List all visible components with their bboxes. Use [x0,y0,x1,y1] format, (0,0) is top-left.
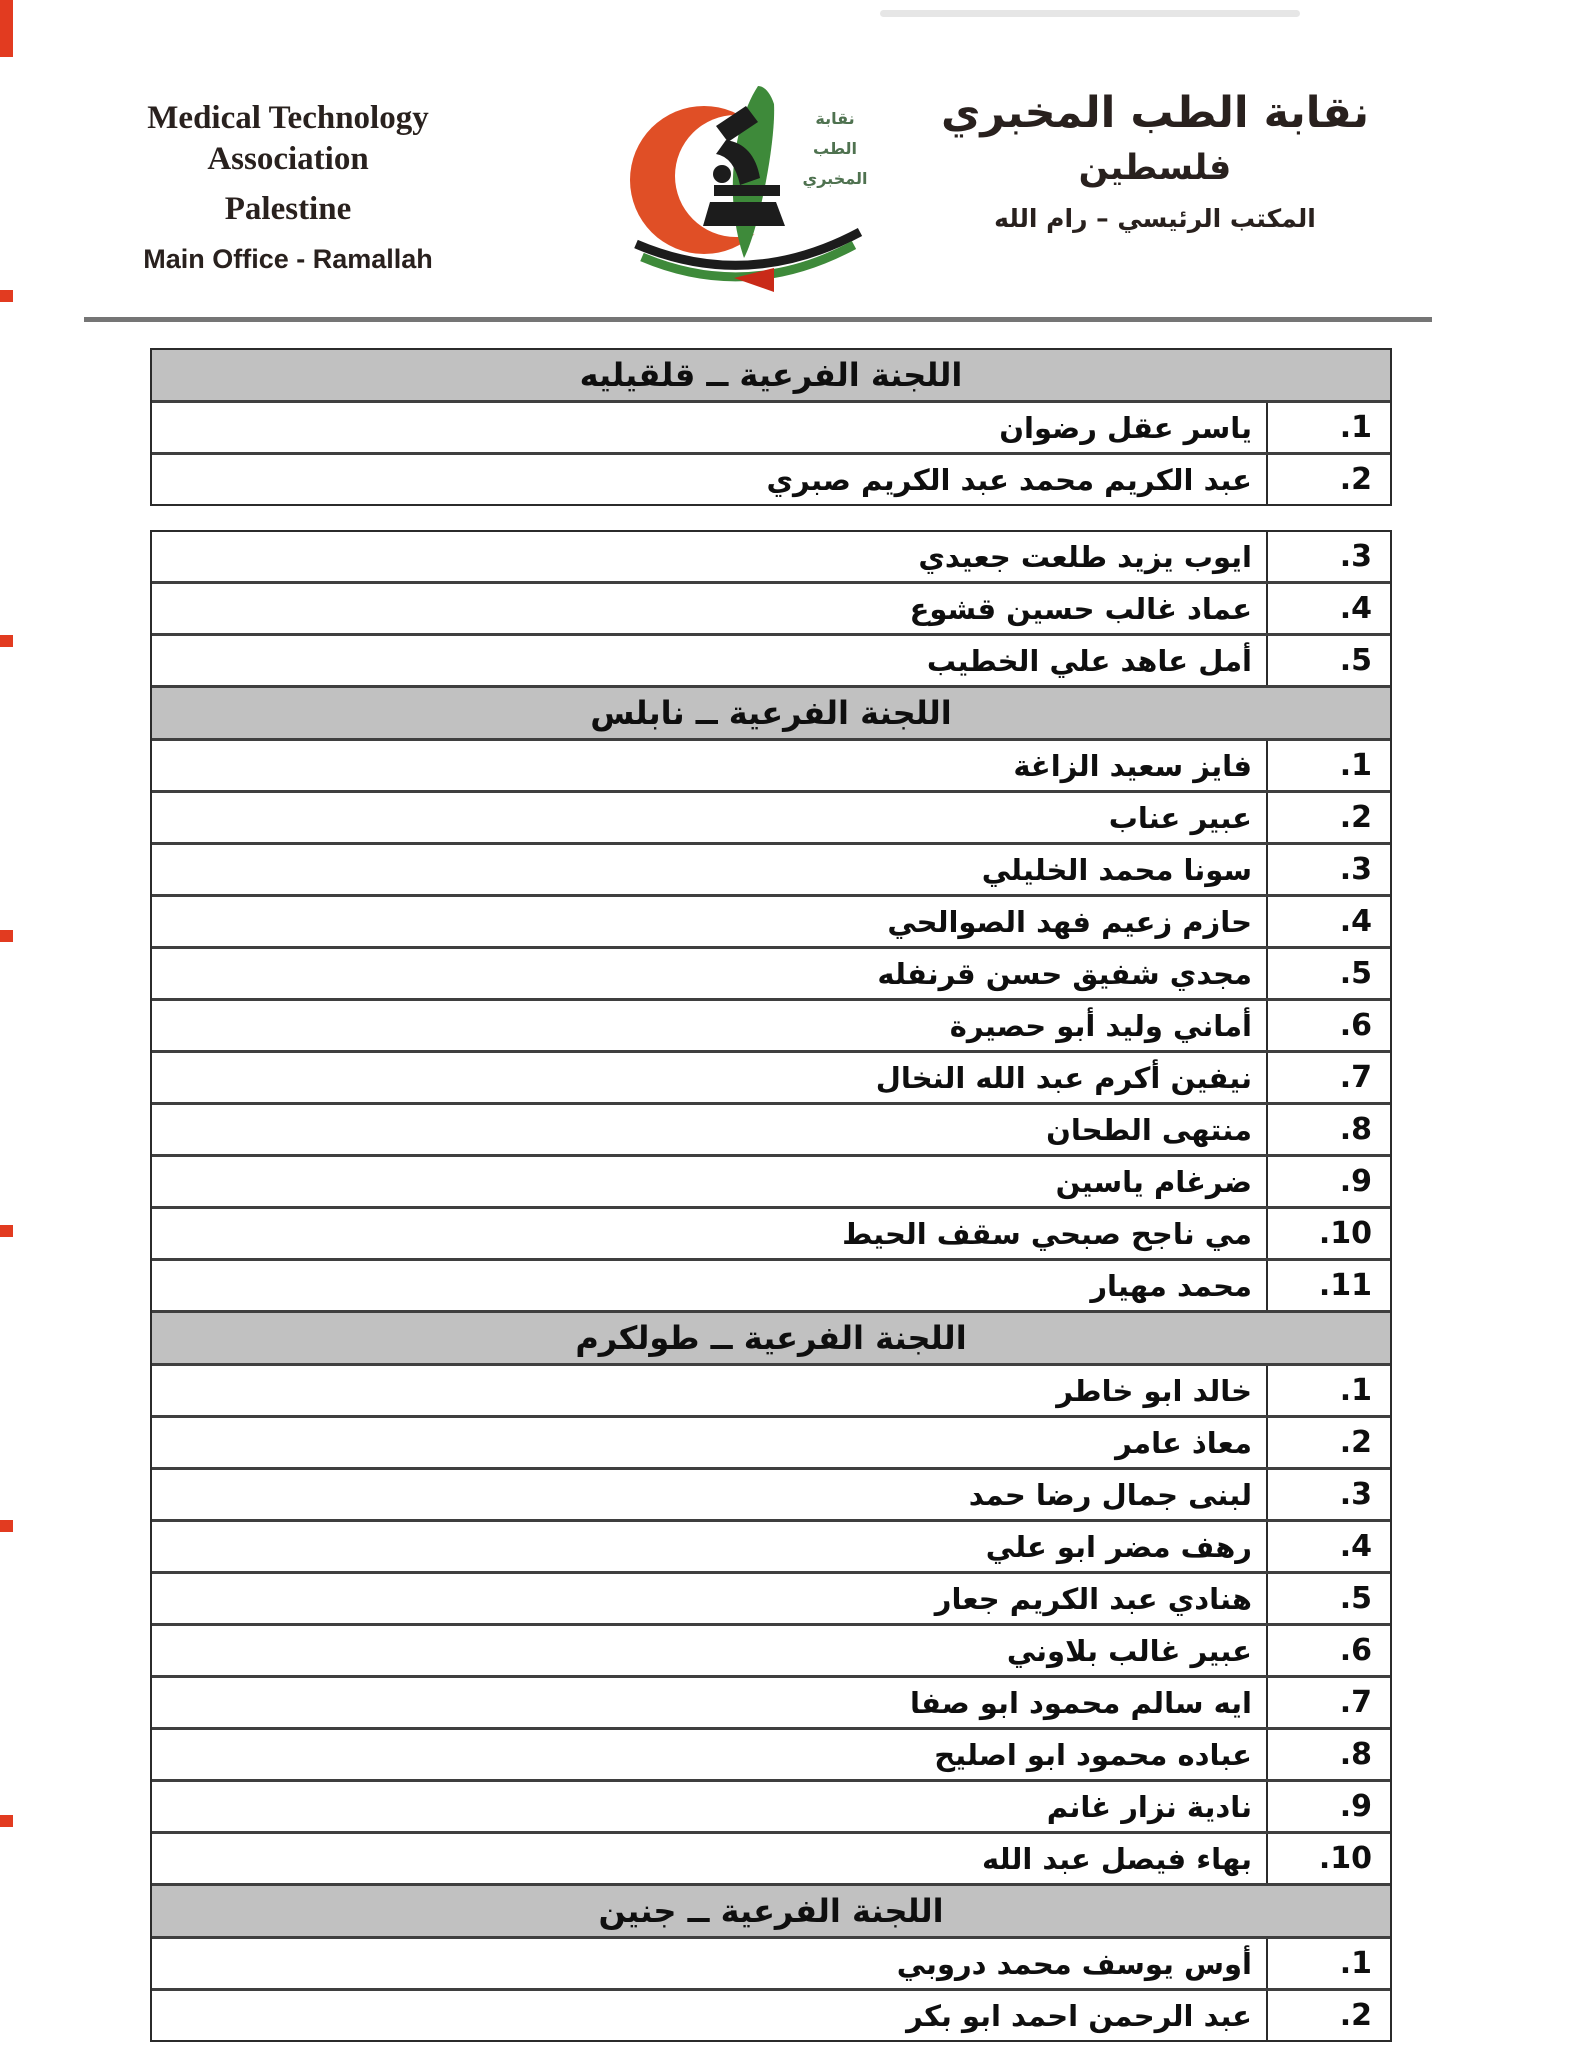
member-name-cell: محمد مهيار [1090,1268,1252,1303]
logo-arabic-text [798,104,872,194]
letterhead-divider-rule [84,317,1432,322]
member-name-cell: مي ناجح صبحي سقف الحيط [842,1216,1252,1251]
member-row [152,1258,1390,1310]
section-header: اللجنة الفرعية ــ قلقيليه [152,350,1390,400]
member-row [152,452,1390,504]
member-name-cell: معاذ عامر [1115,1425,1252,1460]
member-number-cell: 4. [1266,897,1390,946]
logo-word-1: نقابة [815,109,855,128]
member-name-cell: سونا محمد الخليلي [981,852,1252,887]
member-row [152,842,1390,894]
member-number-cell: 3. [1266,532,1390,581]
member-name-cell: رهف مضر ابو علي [985,1529,1252,1564]
member-number-cell: 2. [1266,1991,1390,2040]
member-number-cell: 5. [1266,949,1390,998]
association-logo [622,82,874,312]
member-name-cell: أماني وليد أبو حصيرة [949,1008,1252,1043]
member-row [152,1831,1390,1883]
member-name-cell: مجدي شفيق حسن قرنفله [877,956,1252,991]
member-row [152,1779,1390,1831]
member-number-cell: 6. [1266,1001,1390,1050]
member-number-cell: 4. [1266,584,1390,633]
member-row [152,532,1390,581]
member-number-cell: 4. [1266,1522,1390,1571]
roster-table [150,348,1392,506]
office-arabic: المكتب الرئيسي – رام الله [994,204,1316,233]
member-number-cell: 7. [1266,1053,1390,1102]
member-name-cell: عبد الكريم محمد عبد الكريم صبري [766,462,1252,497]
member-name-cell: هنادي عبد الكريم جعار [934,1581,1252,1616]
country-arabic: فلسطين [1078,148,1232,188]
scan-mark [0,0,13,57]
scan-mark [0,1815,13,1827]
member-name-cell: عبد الرحمن احمد ابو بكر [906,1998,1252,2033]
member-row [152,1519,1390,1571]
member-number-cell: 8. [1266,1105,1390,1154]
member-number-cell: 6. [1266,1626,1390,1675]
member-name-cell: ضرغام ياسين [1055,1164,1252,1199]
member-name-cell: ياسر عقل رضوان [999,410,1252,445]
member-row [152,1102,1390,1154]
section-header: اللجنة الفرعية ــ جنين [152,1883,1390,1936]
member-number-cell: 10. [1266,1209,1390,1258]
member-number-cell: 9. [1266,1157,1390,1206]
letterhead-arabic [940,88,1370,233]
letterhead-english [88,98,488,275]
member-name-cell: أوس يوسف محمد دروبي [896,1946,1252,1981]
member-row [152,1936,1390,1988]
member-number-cell: 2. [1266,793,1390,842]
member-row [152,1571,1390,1623]
member-name-cell: ايوب يزيد طلعت جعيدي [918,539,1252,574]
member-number-cell: 5. [1266,636,1390,685]
member-row [152,1415,1390,1467]
member-row [152,1050,1390,1102]
section-header: اللجنة الفرعية ــ طولكرم [152,1310,1390,1363]
member-name-cell: خالد ابو خاطر [1056,1373,1252,1408]
logo-word-2: الطب [813,139,858,158]
member-name-cell: عماد غالب حسين قشوع [909,591,1252,626]
member-name-cell: أمل عاهد علي الخطيب [926,643,1252,678]
member-row [152,400,1390,452]
member-row [152,581,1390,633]
member-name-cell: بهاء فيصل عبد الله [982,1841,1252,1876]
scan-mark [0,930,13,942]
member-row [152,1727,1390,1779]
member-row [152,1154,1390,1206]
member-number-cell: 5. [1266,1574,1390,1623]
member-row [152,1675,1390,1727]
member-name-cell: نادية نزار غانم [1046,1789,1252,1824]
association-name-arabic: نقابة الطب المخبري [940,88,1370,138]
member-name-cell: عبير غالب بلاوني [1006,1633,1252,1668]
member-row [152,1467,1390,1519]
scan-smudge [880,10,1300,17]
member-name-cell: لبنى جمال رضا حمد [968,1477,1252,1512]
member-name-cell: نيفين أكرم عبد الله النخال [875,1060,1252,1095]
member-number-cell: 8. [1266,1730,1390,1779]
country-english: Palestine [224,190,352,227]
member-number-cell: 1. [1266,1939,1390,1988]
member-name-cell: فايز سعيد الزاغة [1013,748,1252,783]
member-number-cell: 3. [1266,1470,1390,1519]
logo-word-3: المخبري [802,169,868,188]
member-row [152,1206,1390,1258]
member-row [152,946,1390,998]
member-name-cell: منتهى الطحان [1046,1112,1252,1147]
association-name-english: Medical Technology Association [147,100,429,178]
member-row [152,1988,1390,2040]
member-name-cell: حازم زعيم فهد الصوالحي [887,904,1252,939]
roster-table [150,530,1392,2042]
scan-mark [0,1225,13,1237]
member-number-cell: 1. [1266,741,1390,790]
member-number-cell: 1. [1266,1366,1390,1415]
member-number-cell: 1. [1266,403,1390,452]
member-name-cell: عبير عناب [1108,800,1252,835]
section-header: اللجنة الفرعية ــ نابلس [152,685,1390,738]
scan-mark [0,635,13,647]
member-row [152,1623,1390,1675]
member-row [152,633,1390,685]
member-name-cell: ايه سالم محمود ابو صفا [910,1685,1252,1720]
scan-mark [0,290,13,302]
member-number-cell: 9. [1266,1782,1390,1831]
member-number-cell: 2. [1266,455,1390,504]
member-row [152,738,1390,790]
member-row [152,894,1390,946]
member-number-cell: 10. [1266,1834,1390,1883]
roster-tables [150,348,1392,2042]
member-number-cell: 2. [1266,1418,1390,1467]
page-break-gap [150,506,1392,530]
office-english: Main Office - Ramallah [143,243,433,274]
member-row [152,790,1390,842]
member-row [152,998,1390,1050]
member-number-cell: 3. [1266,845,1390,894]
scan-mark [0,1520,13,1532]
member-number-cell: 7. [1266,1678,1390,1727]
member-number-cell: 11. [1266,1261,1390,1310]
member-name-cell: عباده محمود ابو اصليح [934,1737,1252,1772]
member-row [152,1363,1390,1415]
